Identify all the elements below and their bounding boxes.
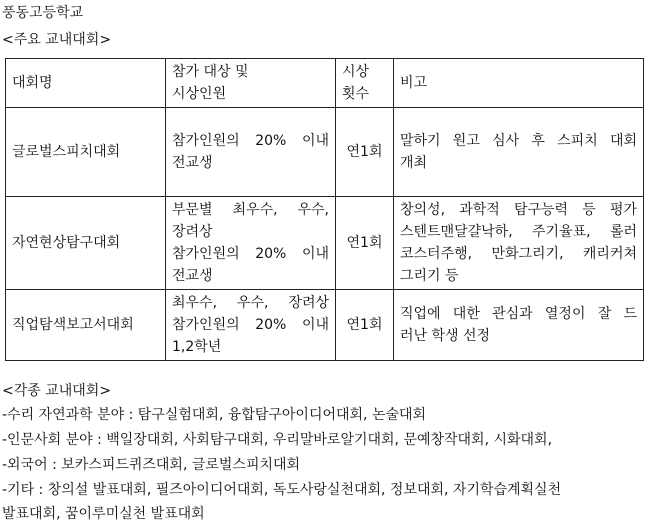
other-contest-line-language: -외국어 : 보카스피드퀴즈대회, 글로벌스피치대회 [2,457,301,473]
contest-note: 말하기 원고 심사 후 스피치 대회 개최 [394,108,644,197]
other-section-title: <각종 교내대회> [2,383,112,399]
header-note: 비고 [394,59,644,108]
table-row [6,290,644,361]
table-header-row [6,59,644,108]
contest-note: 창의성, 과학적 탐구능력 등 평가 스텐트맨달걀낙하, 주기율표, 롤러 코스터주행, 만화그리기, 캐리커쳐 그리기 등 [394,197,644,290]
table-row [6,108,644,197]
other-contest-line-etc: -기타 : 창의설 발표대회, 필즈아이디어대회, 독도사랑실천대회, 정보대회, 자기학습계획실천 [2,482,562,498]
contest-count: 연1회 [336,197,394,290]
school-name: 풍동고등학교 [2,5,84,21]
main-section-title: <주요 교내대회> [2,32,112,48]
other-contest-line-science: -수리 자연과학 분야 : 탐구실험대회, 융합탐구아이디어대회, 논술대회 [2,407,427,423]
other-contest-line-etc-cont: 발표대회, 꿈이루미실천 발표대회 [2,506,205,522]
header-award-count: 시상 횟수 [336,59,394,108]
contest-target: 최우수, 우수, 장려상 참가인원의 20% 이내 1,2학년 [166,290,336,361]
contest-name: 글로벌스피치대회 [6,108,166,197]
header-target: 참가 대상 및 시상인원 [166,59,336,108]
contest-name: 자연현상탐구대회 [6,197,166,290]
contest-target: 참가인원의 20% 이내 전교생 [166,108,336,197]
contest-count: 연1회 [336,290,394,361]
contest-note: 직업에 대한 관심과 열정이 잘 드 러난 학생 선정 [394,290,644,361]
contest-count: 연1회 [336,108,394,197]
contest-target: 부문별 최우수, 우수, 장려상 참가인원의 20% 이내 전교생 [166,197,336,290]
header-contest-name: 대회명 [6,59,166,108]
contest-name: 직업탐색보고서대회 [6,290,166,361]
table-row [6,197,644,290]
contest-table [5,58,644,361]
other-contest-line-humanities: -인문사회 분야 : 백일장대회, 사회탐구대회, 우리말바로알기대회, 문예창작대회, 시화대회, [2,432,553,448]
